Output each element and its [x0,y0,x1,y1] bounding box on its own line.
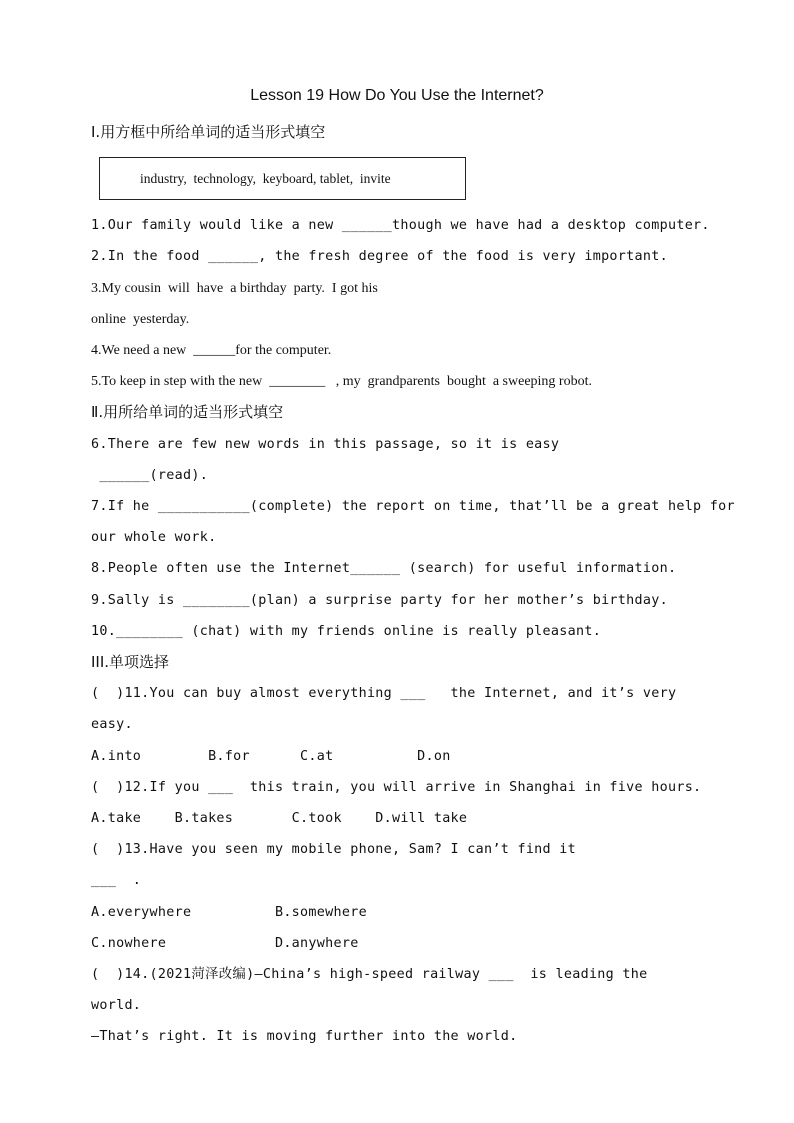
section-2-heading: Ⅱ.用所给单词的适当形式填空 [91,403,284,421]
word-bank-box [99,157,466,200]
word-bank-text: industry, technology, keyboard, tablet, invite [140,171,391,186]
question-7-line-2: our whole work. [91,530,217,545]
question-2: 2.In the food ______, the fresh degree of the food is very important. [91,249,668,264]
question-6-line-2: ______(read). [91,468,209,483]
question-11-line-2: easy. [91,717,133,732]
question-13-options-1: A.everywhere B.somewhere [91,905,367,920]
question-14-line-2: world. [91,998,142,1013]
section-3-heading: III.单项选择 [91,653,170,671]
question-4: 4.We need a new ______for the computer. [91,343,332,358]
question-14-line-3: —That’s right. It is moving further into the world. [91,1029,518,1044]
question-12-options: A.take B.takes C.took D.will take [91,811,468,826]
question-6-line-1: 6.There are few new words in this passage, so it is easy [91,437,560,452]
question-11-options: A.into B.for C.at D.on [91,749,451,764]
lesson-title: Lesson 19 How Do You Use the Internet? [250,87,544,104]
section-1-heading: Ⅰ.用方框中所给单词的适当形式填空 [91,123,326,141]
question-7-line-1: 7.If he ___________(complete) the report on time, that’ll be a great help for [91,499,735,514]
question-1: 1.Our family would like a new ______though we have had a desktop computer. [91,218,710,233]
question-8: 8.People often use the Internet______ (search) for useful information. [91,561,677,576]
question-3-line-2: online yesterday. [91,312,190,327]
question-11-line-1: ( )11.You can buy almost everything ___ the Internet, and it’s very [91,686,677,701]
question-13-line-1: ( )13.Have you seen my mobile phone, Sam? I can’t find it [91,842,576,857]
question-9: 9.Sally is ________(plan) a surprise party for her mother’s birthday. [91,593,668,608]
question-13-line-2: ___ . [91,873,142,888]
question-5: 5.To keep in step with the new ________ , my grandparents bought a sweeping robot. [91,374,592,389]
question-12: ( )12.If you ___ this train, you will arrive in Shanghai in five hours. [91,780,702,795]
question-10: 10.________ (chat) with my friends online is really pleasant. [91,624,602,639]
question-13-options-2: C.nowhere D.anywhere [91,936,359,951]
question-3-line-1: 3.My cousin will have a birthday party. I got his [91,281,378,296]
question-14-line-1: ( )14.(2021菏泽改编)—China’s high-speed railway ___ is leading the [91,967,648,982]
